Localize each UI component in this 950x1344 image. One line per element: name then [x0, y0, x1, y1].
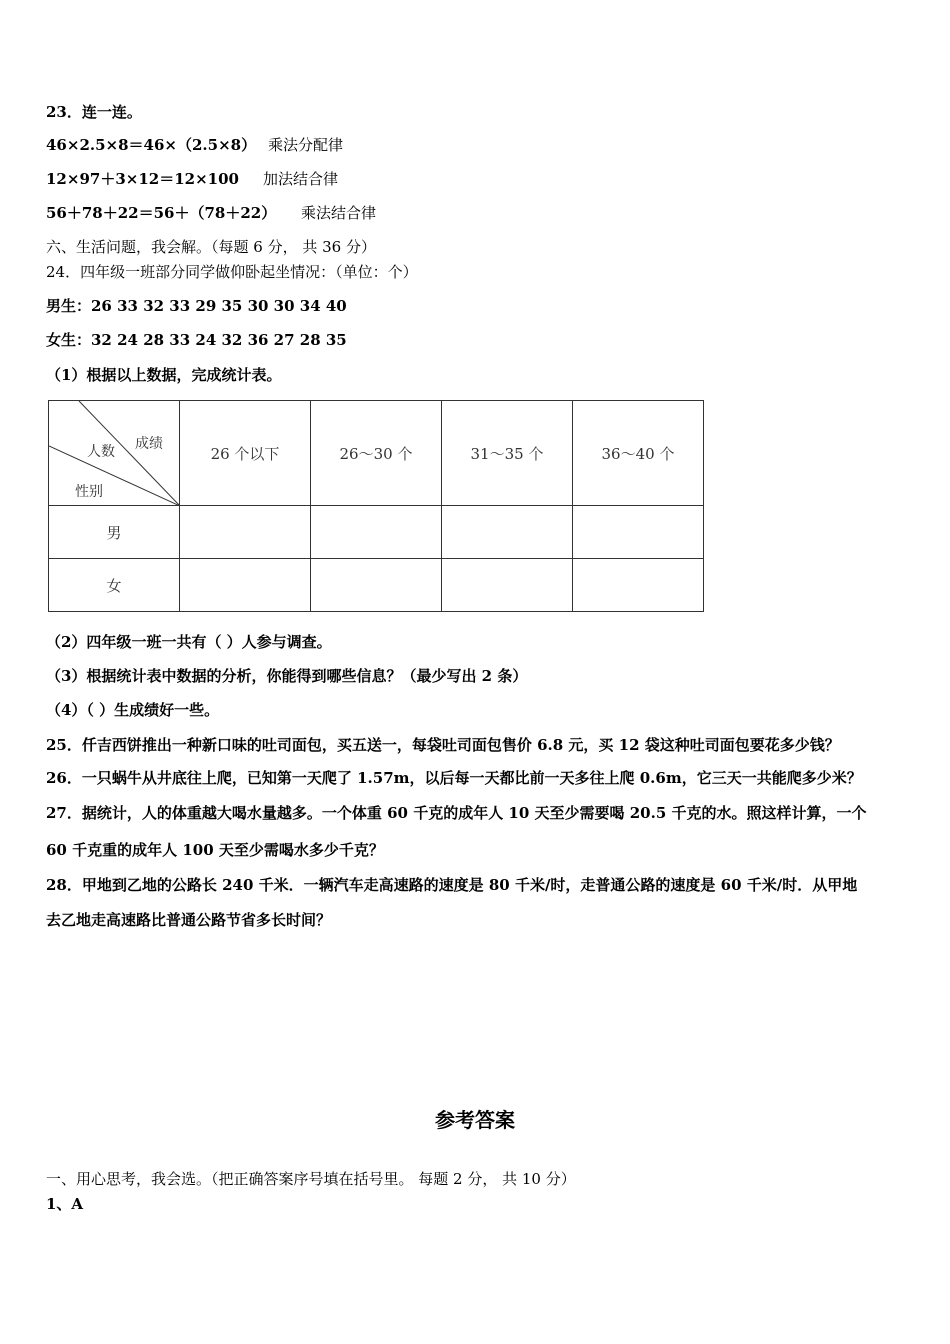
answers-title: 参考答案: [435, 1108, 515, 1132]
q27-line1: 27．据统计，人的体重越大喝水量越多。一个体重 60 千克的成年人 10 天至少需要喝 20.5 千克的水。照这样计算，一个: [46, 804, 867, 822]
boys-data: 男生：26 33 32 33 29 35 30 30 34 40: [46, 297, 347, 315]
q24-part3: （3）根据统计表中数据的分析，你能得到哪些信息？（最少写出 2 条）: [46, 667, 528, 685]
q24-part1: （1）根据以上数据，完成统计表。: [46, 366, 282, 384]
answer-cell[interactable]: [573, 506, 704, 559]
diag-count-label: 人数: [87, 444, 115, 460]
q24-part2: （2）四年级一班一共有（ ）人参与调查。: [46, 633, 332, 651]
answer-cell[interactable]: [442, 559, 573, 612]
q25: 25．仟吉西饼推出一种新口味的吐司面包，买五送一，每袋吐司面包售价 6.8 元，买 12 袋这种吐司面包要花多少钱？: [46, 736, 840, 754]
diag-score-label: 成绩: [135, 436, 163, 452]
column-header: 26～30 个: [311, 401, 442, 506]
answer-cell[interactable]: [180, 559, 311, 612]
diagonal-header-cell: [49, 401, 180, 506]
equation-3: 56＋78＋22＝56＋（78＋22）: [46, 204, 277, 222]
row-header: 女: [49, 559, 180, 612]
law-2: 加法结合律: [263, 170, 339, 188]
q23-title: 23．连一连。: [46, 103, 142, 121]
table-row-girls: [49, 559, 704, 612]
column-header: 26 个以下: [180, 401, 311, 506]
answer-cell[interactable]: [311, 559, 442, 612]
answer-cell[interactable]: [180, 506, 311, 559]
q24-title: 24．四年级一班部分同学做仰卧起坐情况：（单位：个）: [46, 263, 418, 281]
statistics-table: [48, 400, 704, 612]
q24-part4: （4）（ ）生成绩好一些。: [46, 701, 220, 719]
column-header: 36～40 个: [573, 401, 704, 506]
table-row-boys: [49, 506, 704, 559]
diag-gender-label: 性别: [75, 484, 103, 500]
q28-line2: 去乙地走高速路比普通公路节省多长时间？: [46, 911, 332, 929]
answer-1: 1、A: [46, 1195, 84, 1213]
column-header: 31～35 个: [442, 401, 573, 506]
q26: 26．一只蜗牛从井底往上爬，已知第一天爬了 1.57m，以后每一天都比前一天多往上爬 0.6m，它三天一共能爬多少米？: [46, 769, 862, 787]
equation-1: 46×2.5×8＝46×（2.5×8）: [46, 136, 257, 154]
q27-line2: 60 千克重的成年人 100 天至少需喝水多少千克？: [46, 841, 384, 859]
answer-cell[interactable]: [442, 506, 573, 559]
answer-cell[interactable]: [311, 506, 442, 559]
answer-cell[interactable]: [573, 559, 704, 612]
equation-2: 12×97＋3×12＝12×100: [46, 170, 239, 188]
section-6-heading: 六、生活问题，我会解。（每题 6 分， 共 36 分）: [46, 238, 376, 256]
law-3: 乘法结合律: [301, 204, 377, 222]
law-1: 乘法分配律: [268, 136, 344, 154]
girls-data: 女生：32 24 28 33 24 32 36 27 28 35: [46, 331, 347, 349]
q28-line1: 28．甲地到乙地的公路长 240 千米．一辆汽车走高速路的速度是 80 千米/时，走普通公路的速度是 60 千米/时．从甲地: [46, 876, 858, 894]
answers-section-1: 一、用心思考，我会选。（把正确答案序号填在括号里。 每题 2 分， 共 10 分）: [46, 1170, 576, 1188]
row-header: 男: [49, 506, 180, 559]
